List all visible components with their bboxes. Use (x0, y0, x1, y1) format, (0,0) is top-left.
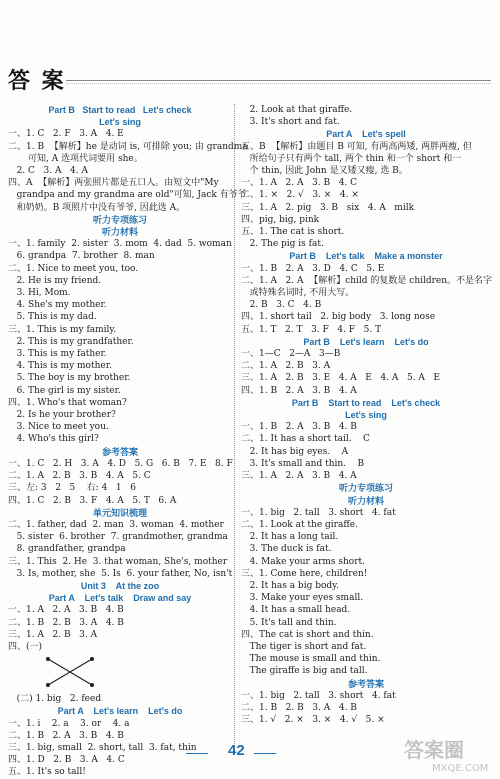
section-heading: 听力专项练习 (338, 483, 393, 494)
answer-line: 4. Make your arms short. (241, 556, 366, 567)
answer-line: 二、1. B 【解析】he 是动词 is, 可排除 you; 由 grandma (8, 141, 248, 152)
answer-line: 一、1—C 2—A 3—B (241, 349, 341, 360)
answer-line: 2. Look at that giraffe. (241, 105, 353, 115)
answer-line: 或特殊名词时, 不用大写。 (241, 288, 355, 299)
answer-line: The giraffe is big and tall. (241, 666, 368, 677)
column-divider (234, 104, 235, 744)
answer-line: 一、1. A 2. A 3. B 4. B (8, 605, 124, 616)
watermark-logo (404, 734, 496, 774)
answer-line: 四、1. D 2. B 3. A 4. C (8, 755, 125, 766)
answer-line: 一、1. C 2. H 3. A 4. D 5. G 6. B 7. E 8. F (8, 458, 233, 469)
answer-line: 三、1. A 2. pig 3. B six 4. A milk (241, 202, 415, 213)
answer-line: 一、1. B 2. A 3. D 4. C 5. E (241, 263, 385, 274)
section-heading: 参考答案 (101, 446, 138, 457)
answer-line: 四、1. B 2. A 3. B 4. A (241, 385, 357, 396)
answer-line: 5. The boy is my brother. (8, 373, 131, 384)
section-heading: Part A Let's learn Let's do (57, 706, 183, 717)
answer-line: 2. He is my friend. (8, 275, 102, 286)
section-heading: Unit 3 At the zoo (80, 580, 160, 591)
answer-line: 二、1. Nice to meet you, too. (8, 263, 139, 274)
footer-line-left (186, 753, 208, 754)
answer-line: 3. Make your eyes small. (241, 593, 364, 604)
section-heading: 单元知识梳理 (92, 507, 147, 518)
answer-line: 5. This is my dad. (8, 312, 97, 323)
answer-line: 五、B 【解析】由题目 B 可知, 有两高两矮, 两胖两瘦, 但 (241, 141, 472, 152)
answer-line: 个 thin, 因此 John 是又矮又瘦, 选 B。 (241, 166, 408, 177)
answer-line: 二、1. A 2. B 3. B 4. A 5. C (8, 471, 151, 482)
answer-line: 4. She's my mother. (8, 300, 107, 311)
section-heading: Part B Let's talk Make a monster (289, 251, 443, 262)
page-number: 42 (228, 742, 245, 759)
answer-line: 二、1. B 2. B 3. A 4. B (8, 617, 124, 628)
title-rule (66, 80, 491, 81)
answer-line: 2. It has a big body. (241, 580, 339, 591)
answer-line: 二、1. A 2. A 【解析】child 的复数是 children。不是名字 (241, 275, 493, 286)
section-heading: 听力专项练习 (92, 214, 147, 225)
answer-line: 五、1. T 2. T 3. F 4. F 5. T (241, 324, 382, 335)
answer-line: 一、1. big 2. tall 3. short 4. fat (241, 507, 396, 518)
answer-line: 3. The duck is fat. (241, 544, 332, 555)
section-heading: Part A Let's spell (326, 129, 406, 140)
answer-line: 2. B 3. C 4. B (241, 300, 322, 311)
answer-line: 四、1. short tail 2. big body 3. long nose (241, 312, 436, 323)
matching-lines-figure (8, 653, 232, 693)
answer-line: 五、1. The cat is short. (241, 227, 345, 238)
answer-line: 三、1. This is my family. (8, 324, 117, 335)
answer-line: 三、1. Come here, children! (241, 568, 368, 579)
answer-line: 三、1. A 2. B 3. A (8, 629, 98, 640)
answer-line: 三、1. big, small 2. short, tall 3. fat, thin (8, 742, 197, 753)
answer-line: (二) 1. big 2. feed (8, 694, 102, 705)
answer-line: 四、1. C 2. B 3. F 4. A 5. T 6. A (8, 495, 177, 506)
cross-lines-icon (30, 653, 110, 691)
answer-line: 所给句子只有两个 tall, 两个 thin 和一个 short 和一 (241, 153, 462, 164)
answer-line: 一、1. B 2. A 3. B 4. B (241, 422, 357, 433)
answer-line: 4. It has a small head. (241, 605, 351, 616)
section-heading: Let's sing (345, 410, 387, 421)
watermark-text: 答案圈 (404, 738, 464, 762)
section-heading: Part A Let's talk Draw and say (48, 593, 192, 604)
answer-line: 2. This is my grandfather. (8, 336, 134, 347)
answer-line: 3. Is, mother, she 5. Is 6. your father, No, isn't (8, 568, 233, 579)
answer-line: 3. Nice to meet you. (8, 422, 109, 433)
answer-line: 四、1. Who's that woman? (8, 397, 127, 408)
answer-line: 四、pig, big, pink (241, 214, 320, 225)
answer-line: 5. It's tall and thin. (241, 617, 337, 628)
answer-line: 6. The girl is my sister. (8, 385, 121, 396)
right-column (241, 104, 491, 726)
answer-line: 三、1. A 2. A 3. B 4. A (241, 471, 357, 482)
answer-line: 二、1. Look at the giraffe. (241, 519, 358, 530)
answer-line: 一、1. A 2. A 3. B 4. C (241, 178, 358, 189)
answer-line: 三、1. √ 2. × 3. × 4. √ 5. × (241, 715, 385, 726)
answer-line: 和奶奶。B 项照片中没有爷爷, 因此选 A。 (8, 202, 186, 213)
answer-line: 二、1. B 2. A 3. B 4. B (8, 730, 124, 741)
answer-line: 四、The cat is short and thin. (241, 629, 374, 640)
answer-line: grandpa and my grandma are old"可知, Jack 有爷爷 (8, 190, 247, 201)
section-heading: 参考答案 (347, 678, 384, 689)
answer-line: 6. grandpa 7. brother 8. man (8, 251, 155, 262)
answer-line: 8. grandfather, grandpa (8, 544, 126, 555)
answer-line: The mouse is small and thin. (241, 654, 381, 665)
answer-line: 四、A 【解析】两张照片都是五口人。由短文中"My (8, 178, 219, 189)
section-heading: Part B Let's learn Let's do (303, 336, 429, 347)
answer-line: 四、(一) (8, 641, 43, 652)
section-heading: Part B Start to read Let's check (48, 105, 192, 115)
answer-line: 一、1. big 2. tall 3. short 4. fat (241, 690, 396, 701)
section-heading: 听力材料 (347, 495, 384, 506)
answer-line: 二、1. It has a short tail. C (241, 434, 370, 445)
answer-line: 2. C 3. A 4. A (8, 166, 88, 177)
answer-line: 三、左: 3 2 5 右: 4 1 6 (8, 483, 136, 494)
title-rule-dotted (66, 83, 491, 84)
answer-line: 3. It's short and fat. (241, 117, 340, 128)
answer-line: 5. sister 6. brother 7. grandmother, grandma (8, 532, 228, 543)
answer-line: 一、1. i 2. a 3. or 4. a (8, 718, 130, 729)
page-header (6, 64, 496, 94)
page-title: 答 案 (8, 68, 66, 94)
answer-line: 一、1. C 2. F 3. A 4. E (8, 129, 124, 140)
watermark-url: MXQE.COM (432, 763, 489, 774)
answer-line: 三、1. This 2. He 3. that woman, She's, mother (8, 556, 228, 567)
answer-line: 2. It has big eyes. A (241, 446, 349, 457)
answer-line: 3. This is my father. (8, 349, 107, 360)
answer-line: 五、1. It's so tall! (8, 767, 86, 778)
answer-line: 2. The pig is fat. (241, 239, 324, 250)
section-heading: 听力材料 (101, 227, 138, 238)
answer-line: 一、1. family 2. sister 3. mom 4. dad 5. woman (8, 239, 232, 250)
section-heading: Let's sing (99, 117, 141, 128)
answer-line: The tiger is short and fat. (241, 641, 367, 652)
answer-line: 可知, A 选项代词要用 she。 (8, 153, 143, 164)
section-heading: Part B Start to read Let's check (291, 397, 441, 408)
footer-line-right (254, 753, 276, 754)
answer-line: 三、1. A 2. B 3. E 4. A E 4. A 5. A E (241, 373, 441, 384)
answer-line: 4. Who's this girl? (8, 434, 99, 445)
answer-line: 二、1. father, dad 2. man 3. woman 4. mother (8, 519, 224, 530)
answer-line: 2. Is he your brother? (8, 410, 116, 421)
answer-line: 二、1. B 2. B 3. A 4. B (241, 702, 357, 713)
answer-line: 3. It's small and thin. B (241, 458, 365, 469)
answer-line: 3. Hi, Mom. (8, 288, 71, 299)
answer-line: 二、1. × 2. √ 3. × 4. × (241, 190, 359, 201)
answer-line: 4. This is my mother. (8, 361, 112, 372)
answer-line: 2. It has a long tail. (241, 532, 339, 543)
answer-line: 二、1. A 2. B 3. A (241, 361, 331, 372)
